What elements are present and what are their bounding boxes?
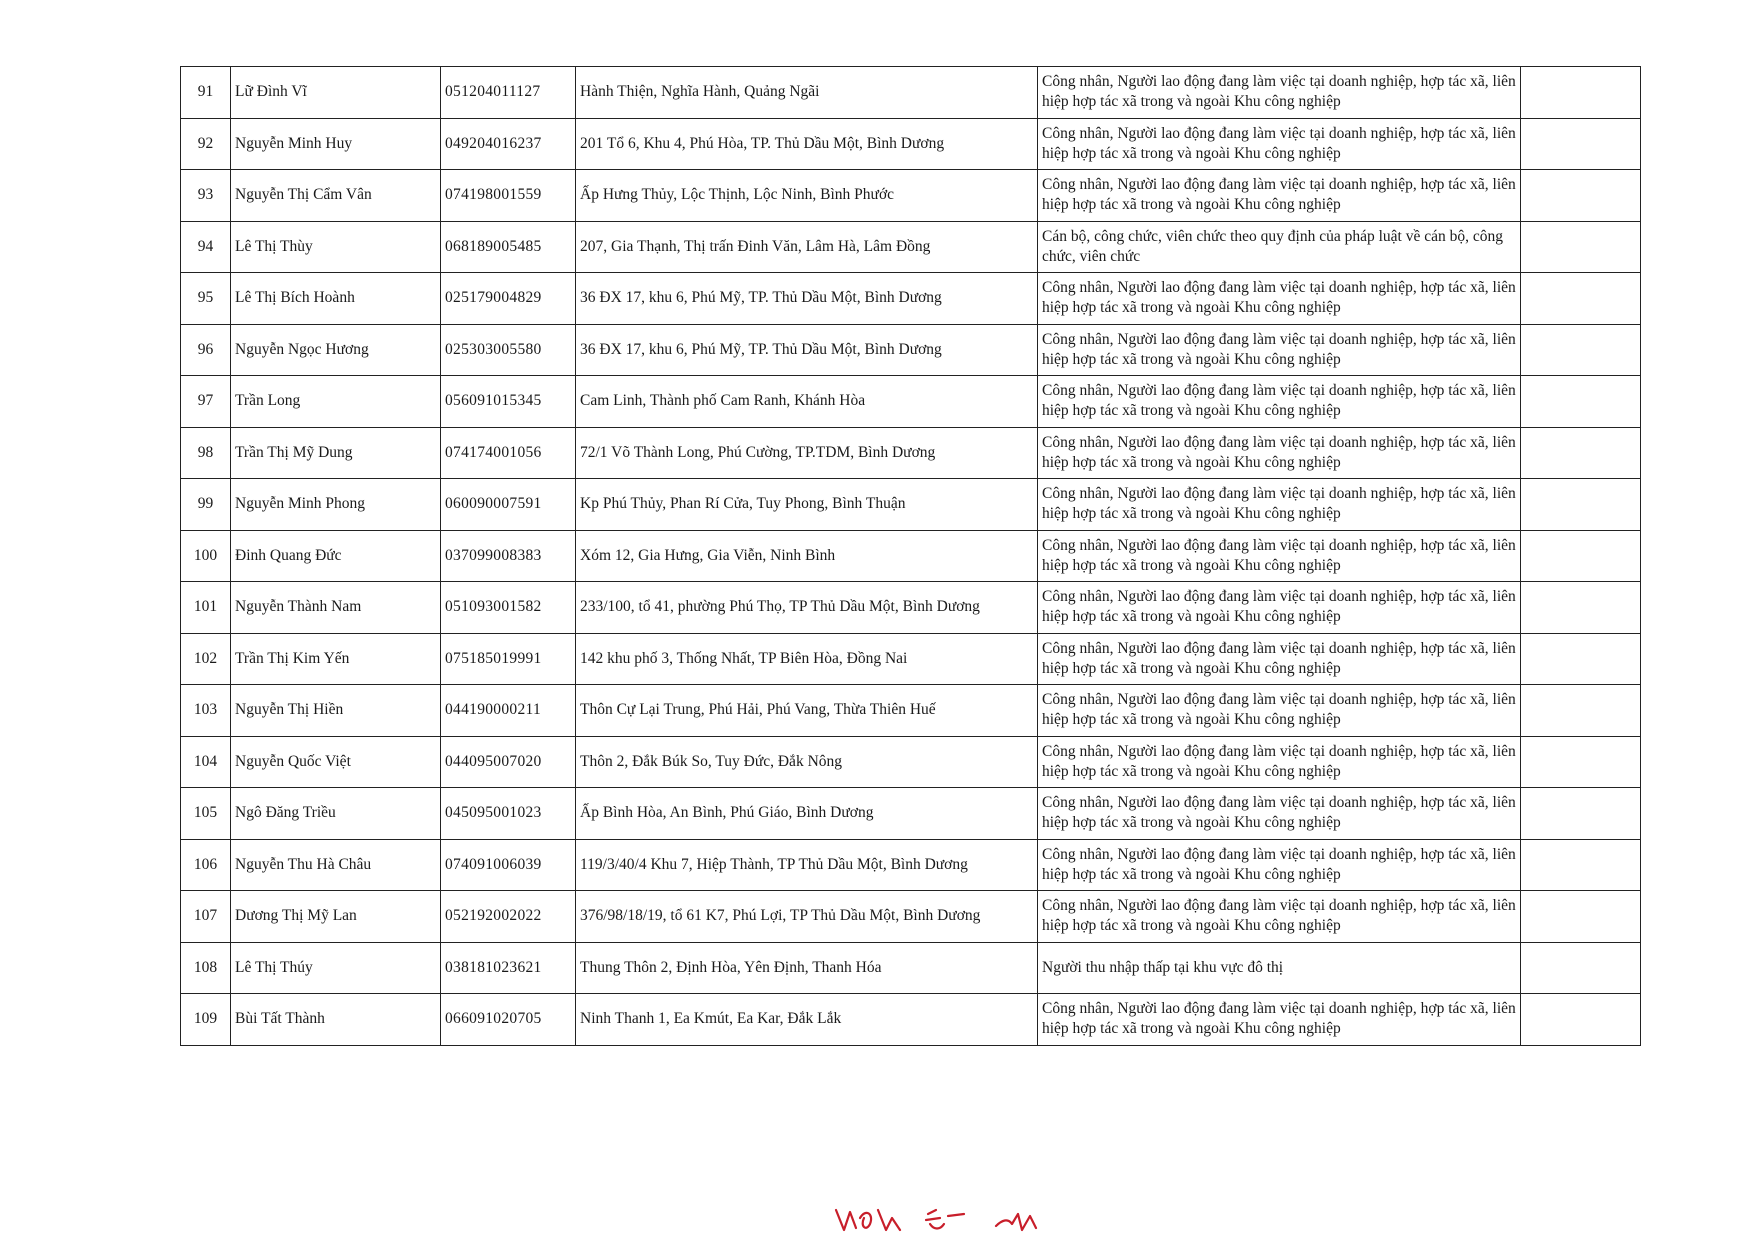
table-row (181, 376, 1641, 428)
full-name-cell: Lữ Đình Vĩ (231, 67, 441, 119)
id-number-cell: 025303005580 (441, 324, 576, 376)
table-row (181, 839, 1641, 891)
address-cell: Thung Thôn 2, Định Hòa, Yên Định, Thanh Hóa (576, 942, 1038, 994)
row-number-cell: 105 (181, 788, 231, 840)
row-number-cell: 93 (181, 170, 231, 222)
full-name-cell: Trần Thị Mỹ Dung (231, 427, 441, 479)
table-row (181, 324, 1641, 376)
address-cell: 72/1 Võ Thành Long, Phú Cường, TP.TDM, Bình Dương (576, 427, 1038, 479)
category-cell: Công nhân, Người lao động đang làm việc tại doanh nghiệp, hợp tác xã, liên hiệp hợp tác xã trong và ngoài Khu công nghiệp (1038, 324, 1521, 376)
row-number-cell: 101 (181, 582, 231, 634)
row-number-cell: 97 (181, 376, 231, 428)
full-name-cell: Lê Thị Thúy (231, 942, 441, 994)
table-row (181, 736, 1641, 788)
address-cell: 376/98/18/19, tổ 61 K7, Phú Lợi, TP Thủ Dầu Một, Bình Dương (576, 891, 1038, 943)
row-number-cell: 102 (181, 633, 231, 685)
address-cell: Cam Linh, Thành phố Cam Ranh, Khánh Hòa (576, 376, 1038, 428)
note-cell (1521, 891, 1641, 943)
full-name-cell: Ngô Đăng Triều (231, 788, 441, 840)
category-cell: Công nhân, Người lao động đang làm việc tại doanh nghiệp, hợp tác xã, liên hiệp hợp tác xã trong và ngoài Khu công nghiệp (1038, 994, 1521, 1046)
full-name-cell: Trần Long (231, 376, 441, 428)
id-number-cell: 074091006039 (441, 839, 576, 891)
table-row (181, 994, 1641, 1046)
id-number-cell: 037099008383 (441, 530, 576, 582)
row-number-cell: 99 (181, 479, 231, 531)
full-name-cell: Nguyễn Thị Cẩm Vân (231, 170, 441, 222)
id-number-cell: 066091020705 (441, 994, 576, 1046)
note-cell (1521, 479, 1641, 531)
full-name-cell: Nguyễn Quốc Việt (231, 736, 441, 788)
id-number-cell: 074198001559 (441, 170, 576, 222)
note-cell (1521, 427, 1641, 479)
address-cell: 142 khu phố 3, Thống Nhất, TP Biên Hòa, Đồng Nai (576, 633, 1038, 685)
address-cell: Ấp Bình Hòa, An Bình, Phú Giáo, Bình Dương (576, 788, 1038, 840)
full-name-cell: Nguyễn Thị Hiền (231, 685, 441, 737)
id-number-cell: 044095007020 (441, 736, 576, 788)
table-row (181, 170, 1641, 222)
table-row (181, 582, 1641, 634)
full-name-cell: Lê Thị Bích Hoành (231, 273, 441, 325)
note-cell (1521, 582, 1641, 634)
table-row (181, 891, 1641, 943)
category-cell: Công nhân, Người lao động đang làm việc tại doanh nghiệp, hợp tác xã, liên hiệp hợp tác xã trong và ngoài Khu công nghiệp (1038, 273, 1521, 325)
category-cell: Cán bộ, công chức, viên chức theo quy định của pháp luật về cán bộ, công chức, viên chức (1038, 221, 1521, 273)
table-row (181, 942, 1641, 994)
table-row (181, 530, 1641, 582)
note-cell (1521, 376, 1641, 428)
full-name-cell: Trần Thị Kim Yến (231, 633, 441, 685)
id-number-cell: 025179004829 (441, 273, 576, 325)
full-name-cell: Nguyễn Thu Hà Châu (231, 839, 441, 891)
id-number-cell: 051204011127 (441, 67, 576, 119)
row-number-cell: 92 (181, 118, 231, 170)
row-number-cell: 106 (181, 839, 231, 891)
row-number-cell: 104 (181, 736, 231, 788)
address-cell: Thôn Cự Lại Trung, Phú Hải, Phú Vang, Thừa Thiên Huế (576, 685, 1038, 737)
full-name-cell: Bùi Tất Thành (231, 994, 441, 1046)
category-cell: Công nhân, Người lao động đang làm việc tại doanh nghiệp, hợp tác xã, liên hiệp hợp tác xã trong và ngoài Khu công nghiệp (1038, 479, 1521, 531)
id-number-cell: 068189005485 (441, 221, 576, 273)
address-cell: Ấp Hưng Thủy, Lộc Thịnh, Lộc Ninh, Bình Phước (576, 170, 1038, 222)
row-number-cell: 100 (181, 530, 231, 582)
id-number-cell: 075185019991 (441, 633, 576, 685)
full-name-cell: Nguyễn Thành Nam (231, 582, 441, 634)
id-number-cell: 044190000211 (441, 685, 576, 737)
id-number-cell: 074174001056 (441, 427, 576, 479)
category-cell: Công nhân, Người lao động đang làm việc tại doanh nghiệp, hợp tác xã, liên hiệp hợp tác xã trong và ngoài Khu công nghiệp (1038, 67, 1521, 119)
note-cell (1521, 633, 1641, 685)
table-row (181, 633, 1641, 685)
category-cell: Công nhân, Người lao động đang làm việc tại doanh nghiệp, hợp tác xã, liên hiệp hợp tác xã trong và ngoài Khu công nghiệp (1038, 376, 1521, 428)
note-cell (1521, 942, 1641, 994)
note-cell (1521, 736, 1641, 788)
address-cell: Hành Thiện, Nghĩa Hành, Quảng Ngãi (576, 67, 1038, 119)
row-number-cell: 107 (181, 891, 231, 943)
id-number-cell: 056091015345 (441, 376, 576, 428)
id-number-cell: 060090007591 (441, 479, 576, 531)
table-row (181, 221, 1641, 273)
category-cell: Công nhân, Người lao động đang làm việc tại doanh nghiệp, hợp tác xã, liên hiệp hợp tác xã trong và ngoài Khu công nghiệp (1038, 427, 1521, 479)
note-cell (1521, 118, 1641, 170)
category-cell: Công nhân, Người lao động đang làm việc tại doanh nghiệp, hợp tác xã, liên hiệp hợp tác xã trong và ngoài Khu công nghiệp (1038, 118, 1521, 170)
id-number-cell: 049204016237 (441, 118, 576, 170)
category-cell: Công nhân, Người lao động đang làm việc tại doanh nghiệp, hợp tác xã, liên hiệp hợp tác xã trong và ngoài Khu công nghiệp (1038, 736, 1521, 788)
note-cell (1521, 788, 1641, 840)
category-cell: Công nhân, Người lao động đang làm việc tại doanh nghiệp, hợp tác xã, liên hiệp hợp tác xã trong và ngoài Khu công nghiệp (1038, 839, 1521, 891)
category-cell: Công nhân, Người lao động đang làm việc tại doanh nghiệp, hợp tác xã, liên hiệp hợp tác xã trong và ngoài Khu công nghiệp (1038, 685, 1521, 737)
row-number-cell: 91 (181, 67, 231, 119)
table-row (181, 685, 1641, 737)
note-cell (1521, 324, 1641, 376)
full-name-cell: Nguyễn Minh Huy (231, 118, 441, 170)
row-number-cell: 109 (181, 994, 231, 1046)
table-row (181, 118, 1641, 170)
id-number-cell: 038181023621 (441, 942, 576, 994)
note-cell (1521, 685, 1641, 737)
full-name-cell: Lê Thị Thùy (231, 221, 441, 273)
address-cell: Xóm 12, Gia Hưng, Gia Viễn, Ninh Bình (576, 530, 1038, 582)
note-cell (1521, 67, 1641, 119)
id-number-cell: 051093001582 (441, 582, 576, 634)
table-row (181, 479, 1641, 531)
category-cell: Công nhân, Người lao động đang làm việc tại doanh nghiệp, hợp tác xã, liên hiệp hợp tác xã trong và ngoài Khu công nghiệp (1038, 170, 1521, 222)
address-cell: Thôn 2, Đắk Búk So, Tuy Đức, Đắk Nông (576, 736, 1038, 788)
row-number-cell: 98 (181, 427, 231, 479)
address-cell: Kp Phú Thủy, Phan Rí Cửa, Tuy Phong, Bình Thuận (576, 479, 1038, 531)
full-name-cell: Nguyễn Ngọc Hương (231, 324, 441, 376)
row-number-cell: 95 (181, 273, 231, 325)
note-cell (1521, 530, 1641, 582)
address-cell: Ninh Thanh 1, Ea Kmút, Ea Kar, Đắk Lắk (576, 994, 1038, 1046)
address-cell: 207, Gia Thạnh, Thị trấn Đinh Văn, Lâm Hà, Lâm Đồng (576, 221, 1038, 273)
note-cell (1521, 839, 1641, 891)
table-body (181, 67, 1641, 1046)
note-cell (1521, 273, 1641, 325)
full-name-cell: Đinh Quang Đức (231, 530, 441, 582)
id-number-cell: 052192002022 (441, 891, 576, 943)
category-cell: Công nhân, Người lao động đang làm việc tại doanh nghiệp, hợp tác xã, liên hiệp hợp tác xã trong và ngoài Khu công nghiệp (1038, 891, 1521, 943)
table-row (181, 67, 1641, 119)
address-cell: 119/3/40/4 Khu 7, Hiệp Thành, TP Thủ Dầu Một, Bình Dương (576, 839, 1038, 891)
category-cell: Công nhân, Người lao động đang làm việc tại doanh nghiệp, hợp tác xã, liên hiệp hợp tác xã trong và ngoài Khu công nghiệp (1038, 530, 1521, 582)
id-number-cell: 045095001023 (441, 788, 576, 840)
row-number-cell: 94 (181, 221, 231, 273)
address-cell: 233/100, tổ 41, phường Phú Thọ, TP Thủ Dầu Một, Bình Dương (576, 582, 1038, 634)
category-cell: Công nhân, Người lao động đang làm việc tại doanh nghiệp, hợp tác xã, liên hiệp hợp tác xã trong và ngoài Khu công nghiệp (1038, 633, 1521, 685)
category-cell: Công nhân, Người lao động đang làm việc tại doanh nghiệp, hợp tác xã, liên hiệp hợp tác xã trong và ngoài Khu công nghiệp (1038, 788, 1521, 840)
address-cell: 201 Tổ 6, Khu 4, Phú Hòa, TP. Thủ Dầu Một, Bình Dương (576, 118, 1038, 170)
category-cell: Công nhân, Người lao động đang làm việc tại doanh nghiệp, hợp tác xã, liên hiệp hợp tác xã trong và ngoài Khu công nghiệp (1038, 582, 1521, 634)
full-name-cell: Dương Thị Mỹ Lan (231, 891, 441, 943)
table-row (181, 788, 1641, 840)
beneficiary-table (180, 66, 1641, 1046)
address-cell: 36 ĐX 17, khu 6, Phú Mỹ, TP. Thủ Dầu Một, Bình Dương (576, 273, 1038, 325)
row-number-cell: 96 (181, 324, 231, 376)
note-cell (1521, 994, 1641, 1046)
table-row (181, 273, 1641, 325)
note-cell (1521, 221, 1641, 273)
note-cell (1521, 170, 1641, 222)
row-number-cell: 108 (181, 942, 231, 994)
full-name-cell: Nguyễn Minh Phong (231, 479, 441, 531)
signature-mark (830, 1200, 1050, 1236)
address-cell: 36 ĐX 17, khu 6, Phú Mỹ, TP. Thủ Dầu Một, Bình Dương (576, 324, 1038, 376)
row-number-cell: 103 (181, 685, 231, 737)
table-row (181, 427, 1641, 479)
category-cell: Người thu nhập thấp tại khu vực đô thị (1038, 942, 1521, 994)
